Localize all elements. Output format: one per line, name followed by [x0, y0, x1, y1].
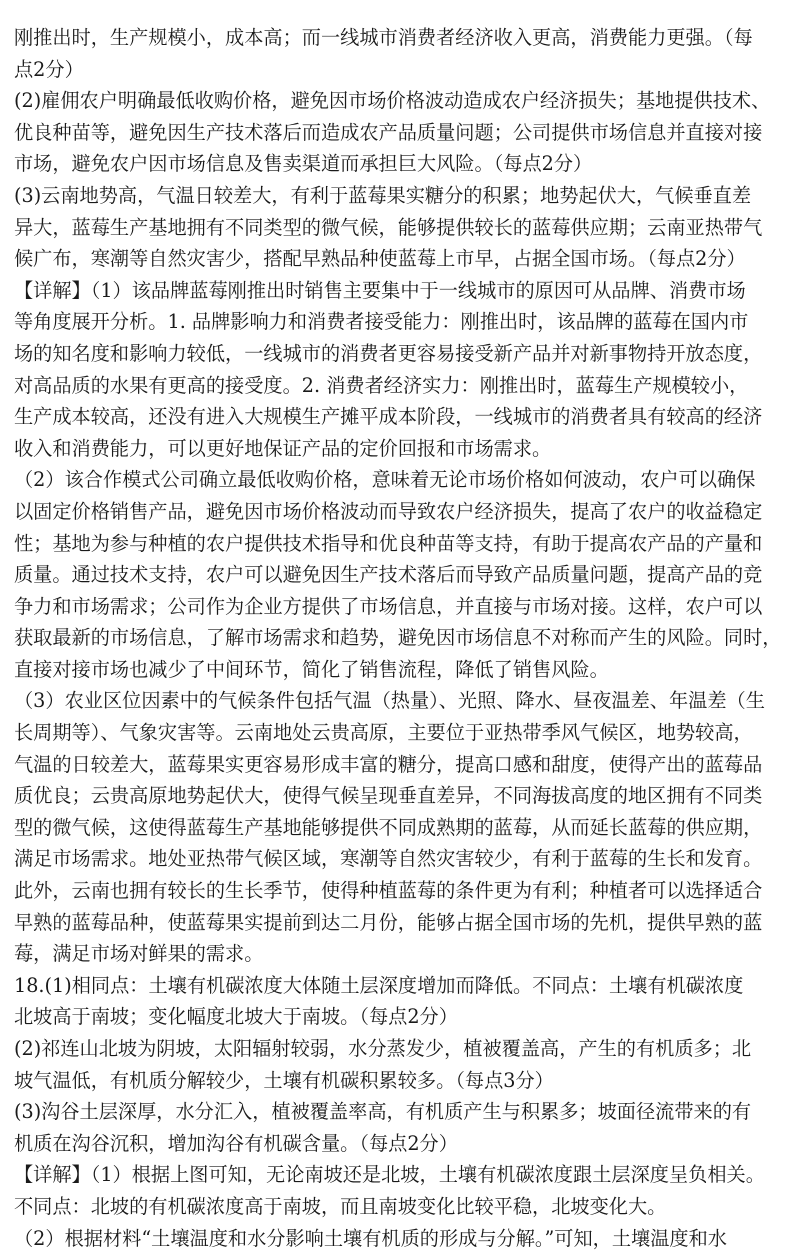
text-line: 质优良；云贵高原地势起伏大，使得气候呈现垂直差异，不同海拔高度的地区拥有不同类 — [14, 784, 763, 808]
text-line: 莓，满足市场对鲜果的需求。 — [14, 942, 264, 966]
text-line: 【详解】（1）根据上图可知，无论南坡还是北坡，土壤有机碳浓度跟土层深度呈负相关。 — [14, 1163, 765, 1187]
text-line: 点2分） — [14, 57, 84, 81]
text-line: 生产成本较高，还没有进入大规模生产摊平成本阶段，一线城市的消费者具有较高的经济 — [14, 405, 763, 429]
text-line: 性；基地为参与种植的农户提供技术指导和优良种苗等支持，有助于提高农产品的产量和 — [14, 531, 763, 555]
text-line: 刚推出时，生产规模小，成本高；而一线城市消费者经济收入更高，消费能力更强。（每 — [14, 26, 753, 49]
text-line: （3）农业区位因素中的气候条件包括气温（热量）、光照、降水、昼夜温差、年温差（生 — [14, 689, 765, 713]
text-line: 机质在沟谷沉积，增加沟谷有机碳含量。（每点2分） — [14, 1131, 458, 1155]
text-line: 早熟的蓝莓品种，使蓝莓果实提前到达二月份，能够占据全国市场的先机，提供早熟的蓝 — [14, 910, 763, 934]
text-line: (2)雇佣农户明确最低收购价格，避免因市场价格波动造成农户经济损失；基地提供技术、 — [14, 89, 771, 113]
text-line: 气温的日较差大，蓝莓果实更容易形成丰富的糖分，提高口感和甜度，使得产出的蓝莓品 — [14, 752, 763, 776]
text-line: 候广布，寒潮等自然灾害少，搭配早熟品种使蓝莓上市早，占据全国市场。（每点2分） — [14, 247, 746, 271]
text-line: 以固定价格销售产品，避免因市场价格波动而导致农户经济损失，提高了农户的收益稳定 — [14, 499, 763, 523]
text-line: 不同点：北坡的有机碳浓度高于南坡，而且南坡变化比较平稳，北坡变化大。 — [14, 1194, 667, 1218]
answer-document — [14, 22, 788, 1254]
text-line: (2)祁连山北坡为阴坡，太阳辐射较弱，水分蒸发少，植被覆盖高，产生的有机质多；北 — [14, 1037, 752, 1060]
text-line: 【详解】（1）该品牌蓝莓刚推出时销售主要集中于一线城市的原因可从品牌、消费市场 — [14, 278, 746, 302]
text-line: 优良种苗等，避免因生产技术落后而造成农产品质量问题；公司提供市场信息并直接对接 — [14, 120, 763, 144]
text-line: 获取最新的市场信息，了解市场需求和趋势，避免因市场信息不对称而产生的风险。同时， — [14, 626, 782, 650]
text-line: 场的知名度和影响力较低，一线城市的消费者更容易接受新产品并对新事物持开放态度， — [14, 341, 763, 365]
text-line: 此外，云南也拥有较长的生长季节，使得种植蓝莓的条件更为有利；种植者可以选择适合 — [14, 879, 763, 903]
text-line: 坡气温低，有机质分解较少，土壤有机碳积累较多。（每点3分） — [14, 1068, 554, 1092]
text-line: (3)沟谷土层深厚，水分汇入，植被覆盖率高，有机质产生与积累多；坡面径流带来的有 — [14, 1100, 752, 1124]
text-line: 市场，避免农户因市场信息及售卖渠道而承担巨大风险。（每点2分） — [14, 152, 593, 176]
text-line: 18.(1)相同点：土壤有机碳浓度大体随土层深度增加而降低。不同点：土壤有机碳浓度 — [14, 973, 744, 997]
text-line: 型的微气候，这使得蓝莓生产基地能够提供不同成熟期的蓝莓，从而延长蓝莓的供应期， — [14, 815, 763, 839]
text-line: 长周期等）、气象灾害等。云南地处云贵高原，主要位于亚热带季风气候区，地势较高， — [14, 721, 753, 745]
text-line: 直接对接市场也减少了中间环节，简化了销售流程，降低了销售风险。 — [14, 657, 609, 681]
text-line: 对高品质的水果有更高的接受度。2. 消费者经济实力：刚推出时，蓝莓生产规模较小， — [14, 373, 749, 397]
text-line: （2）该合作模式公司确立最低收购价格，意味着无论市场价格如何波动，农户可以确保 — [14, 468, 756, 492]
text-line: 异大，蓝莓生产基地拥有不同类型的微气候，能够提供较长的蓝莓供应期；云南亚热带气 — [14, 215, 763, 239]
text-line: 北坡高于南坡；变化幅度北坡大于南坡。（每点2分） — [14, 1005, 458, 1029]
text-line: 质量。通过技术支持，农户可以避免因生产技术落后而导致产品质量问题，提高产品的竞 — [14, 563, 763, 587]
text-line: 满足市场需求。地处亚热带气候区域，寒潮等自然灾害较少，有利于蓝莓的生长和发育。 — [14, 847, 763, 871]
text-line: (3)云南地势高，气温日较差大，有利于蓝莓果实糖分的积累；地势起伏大，气候垂直差 — [14, 183, 752, 207]
text-line: 等角度展开分析。1. 品牌影响力和消费者接受能力：刚推出时，该品牌的蓝莓在国内市 — [14, 310, 749, 334]
text-line: （2）根据材料“土壤温度和水分影响土壤有机质的形成与分解。”可知，土壤温度和水 — [14, 1226, 727, 1250]
text-line: 争力和市场需求；公司作为企业方提供了市场信息，并直接与市场对接。这样，农户可以 — [14, 594, 763, 618]
text-line: 收入和消费能力，可以更好地保证产品的定价回报和市场需求。 — [14, 436, 552, 460]
